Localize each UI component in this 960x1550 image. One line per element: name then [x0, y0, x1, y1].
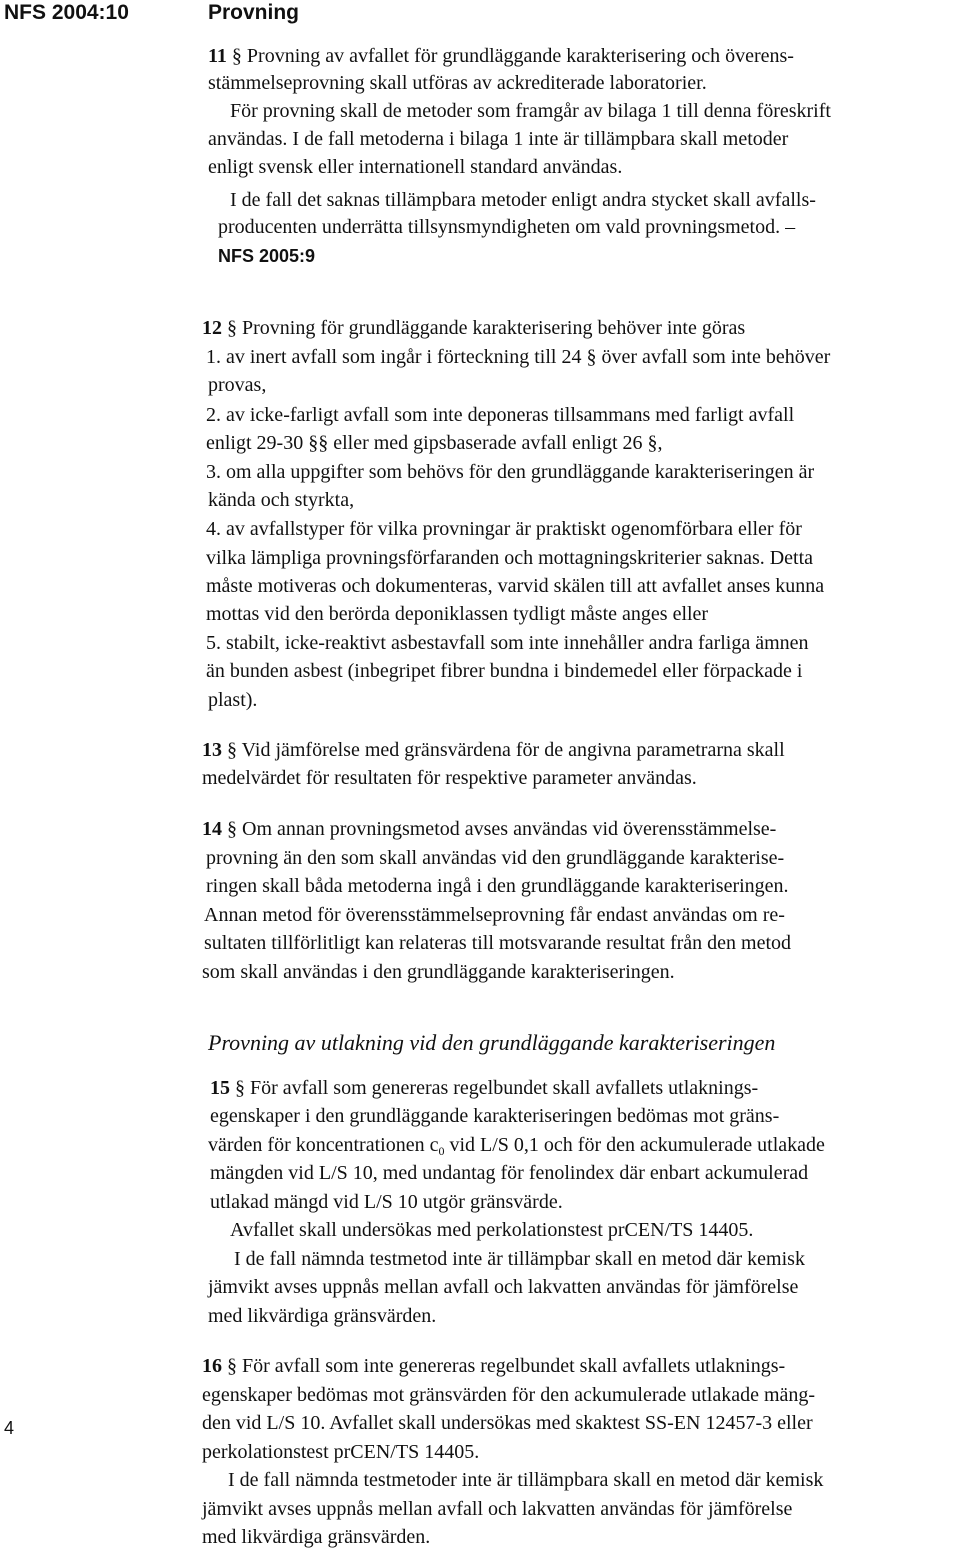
text-fragment: § Provning av avfallet för grundläggande karakterisering och överens- — [226, 45, 794, 67]
text-line: provning än den som skall användas vid den grundläggande karakterise- — [206, 847, 785, 869]
running-header-section: Provning — [208, 1, 300, 24]
text-line: än bunden asbest (inbegripet fibrer bundna i bindemedel eller förpackade i — [206, 660, 803, 682]
text-fragment: värden för koncentrationen c — [208, 1134, 439, 1156]
subscript: 0 — [438, 1144, 445, 1158]
section-number: 16 — [202, 1355, 222, 1377]
text-line: enligt svensk eller internationell standard användas. — [208, 156, 623, 178]
text-fragment: § Vid jämförelse med gränsvärdena för de angivna parametrarna skall — [222, 739, 785, 761]
text-line — [202, 737, 785, 763]
text-line: I de fall nämnda testmetoder inte är tillämpbara skall en metod där kemisk — [228, 1469, 824, 1491]
text-fragment: § För avfall som genereras regelbundet skall avfallets utlaknings- — [230, 1077, 759, 1099]
text-line: Annan metod för överensstämmelseprovning får endast användas om re- — [204, 904, 785, 926]
text-line — [202, 816, 776, 842]
text-line: I de fall nämnda testmetod inte är tillämpbar skall en metod där kemisk — [234, 1248, 805, 1270]
text-line: som skall användas i den grundläggande karakteriseringen. — [202, 961, 675, 983]
text-fragment: § Om annan provningsmetod avses användas vid överensstämmelse- — [222, 818, 777, 840]
text-line: medelvärdet för resultaten för respektive parameter användas. — [202, 767, 697, 789]
text-line: med likvärdiga gränsvärden. — [202, 1526, 431, 1548]
text-line: Avfallet skall undersökas med perkolationstest prCEN/TS 14405. — [230, 1219, 754, 1241]
text-line: den vid L/S 10. Avfallet skall undersökas med skaktest SS-EN 12457-3 eller — [202, 1412, 813, 1434]
text-line: perkolationstest prCEN/TS 14405. — [202, 1441, 480, 1463]
text-line: utlakad mängd vid L/S 10 utgör gränsvärde. — [210, 1191, 563, 1213]
text-line: användas. I de fall metoderna i bilaga 1 inte är tillämpbara skall metoder — [208, 128, 789, 150]
text-line: 4. av avfallstyper för vilka provningar är praktiskt ogenomförbara eller för — [206, 518, 802, 540]
text-line: jämvikt avses uppnås mellan avfall och lakvatten användas för jämförelse — [208, 1276, 799, 1298]
text-line — [202, 315, 745, 341]
text-line: enligt 29-30 §§ eller med gipsbaserade avfall enligt 26 §, — [206, 432, 663, 454]
text-line: 1. av inert avfall som ingår i förteckning till 24 § över avfall som inte behöver — [206, 346, 831, 368]
text-fragment: vid L/S 0,1 och för den ackumulerade utlakade — [444, 1134, 825, 1156]
text-line: plast). — [208, 689, 258, 711]
text-line: vilka lämpliga provningsförfaranden och mottagningskriterier saknas. Detta — [206, 547, 814, 569]
text-line — [208, 43, 794, 69]
text-line: I de fall det saknas tillämpbara metoder enligt andra stycket skall avfalls- — [230, 189, 816, 211]
section-number: 11 — [208, 45, 227, 67]
text-line: För provning skall de metoder som framgår av bilaga 1 till denna föreskrift — [230, 100, 831, 122]
text-line: egenskaper bedömas mot gränsvärden för den ackumulerade utlakade mäng- — [202, 1384, 816, 1406]
text-fragment: § Provning för grundläggande karakterisering behöver inte göras — [222, 317, 746, 339]
section-number: 15 — [210, 1077, 230, 1099]
text-line: producenten underrätta tillsynsmyndigheten om vald provningsmetod. – — [218, 216, 796, 238]
text-line: 2. av icke-farligt avfall som inte deponeras tillsammans med farligt avfall — [206, 404, 795, 426]
page-number: 4 — [4, 1418, 15, 1438]
text-line: kända och styrkta, — [208, 489, 355, 511]
text-line: med likvärdiga gränsvärden. — [208, 1305, 437, 1327]
subheading: Provning av utlakning vid den grundläggande karakteriseringen — [208, 1030, 776, 1055]
text-line: mottas vid den berörda deponiklassen tydligt måste anges eller — [206, 603, 709, 625]
text-line — [210, 1075, 758, 1101]
text-line — [202, 1353, 785, 1379]
text-line: provas, — [208, 374, 267, 396]
text-line: 3. om alla uppgifter som behövs för den grundläggande karakteriseringen är — [206, 461, 815, 483]
text-line: stämmelseprovning skall utföras av ackrediterade laboratorier. — [208, 72, 707, 94]
running-header-regulation: NFS 2004:10 — [4, 1, 129, 24]
section-number: 13 — [202, 739, 222, 761]
text-line: egenskaper i den grundläggande karakteriseringen bedömas mot gräns- — [210, 1105, 780, 1127]
text-line: ringen skall båda metoderna ingå i den grundläggande karakteriseringen. — [206, 875, 789, 897]
text-line: sultaten tillförlitligt kan relateras till motsvarande resultat från den metod — [204, 932, 792, 954]
amendment-reference: NFS 2005:9 — [218, 246, 316, 266]
text-line: måste motiveras och dokumenteras, varvid skälen till att avfallet anses kunna — [206, 575, 825, 597]
text-line: 5. stabilt, icke-reaktivt asbestavfall som inte innehåller andra farliga ämnen — [206, 632, 809, 654]
text-fragment: § För avfall som inte genereras regelbundet skall avfallets utlaknings- — [222, 1355, 786, 1377]
text-line: jämvikt avses uppnås mellan avfall och lakvatten användas för jämförelse — [202, 1498, 793, 1520]
section-number: 14 — [202, 818, 222, 840]
text-line: mängden vid L/S 10, med undantag för fenolindex där enbart ackumulerad — [210, 1162, 809, 1184]
section-number: 12 — [202, 317, 222, 339]
